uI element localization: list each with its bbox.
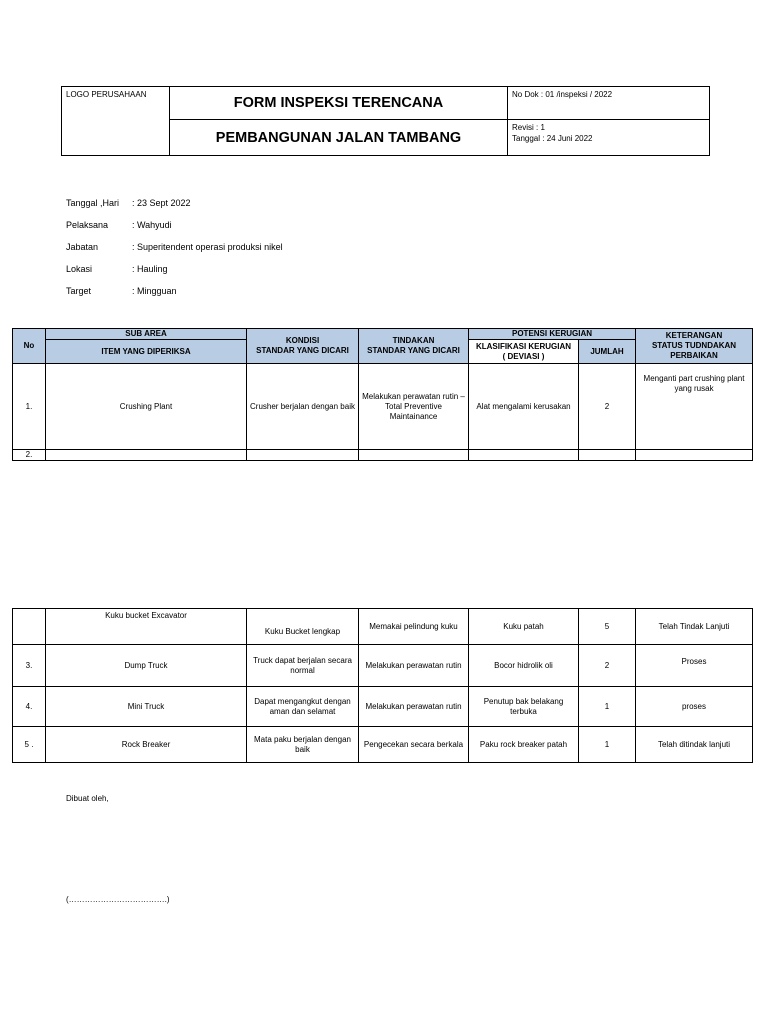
cell-jumlah: 1	[579, 727, 636, 763]
revision-info	[508, 120, 710, 156]
klasifikasi-sublabel: ( DEVIASI )	[502, 351, 545, 361]
info-value: : Hauling	[132, 264, 168, 274]
info-row-date	[66, 198, 283, 220]
logo-placeholder: LOGO PERUSAHAAN	[62, 87, 170, 156]
col-header-jumlah: JUMLAH	[579, 340, 636, 364]
col-header-klasifikasi	[469, 340, 579, 364]
info-row-executor	[66, 220, 283, 242]
table-row	[13, 609, 753, 645]
inspection-info	[66, 198, 283, 308]
cell-no: 4.	[13, 687, 46, 727]
cell-no: 3.	[13, 645, 46, 687]
document-number: No Dok : 01 /inspeksi / 2022	[508, 87, 710, 120]
cell-tindakan: Memakai pelindung kuku	[359, 609, 469, 645]
keterangan-sublabel: STATUS TUDNDAKAN PERBAIKAN	[651, 341, 737, 360]
cell-no: 5 .	[13, 727, 46, 763]
cell-item: Mini Truck	[46, 687, 247, 727]
tindakan-sublabel: STANDAR YANG DICARI	[367, 346, 460, 355]
cell-tindakan: Melakukan perawatan rutin	[359, 645, 469, 687]
info-row-location	[66, 264, 283, 286]
info-label: Pelaksana	[66, 220, 109, 230]
info-value: : Mingguan	[132, 286, 177, 296]
cell-klasifikasi: Kuku patah	[469, 609, 579, 645]
cell-keterangan: Telah ditindak lanjuti	[636, 727, 753, 763]
cell-item: Dump Truck	[46, 645, 247, 687]
cell-item: Crushing Plant	[46, 364, 247, 450]
table-row	[13, 364, 753, 450]
cell-keterangan	[636, 450, 753, 461]
cell-kondisi	[247, 450, 359, 461]
cell-keterangan: proses	[636, 687, 753, 727]
form-title: FORM INSPEKSI TERENCANA	[170, 87, 508, 120]
cell-item: Kuku bucket Excavator	[46, 609, 247, 645]
cell-tindakan: Melakukan perawatan rutin – Total Preventive Maintainance	[359, 364, 469, 450]
info-row-target	[66, 286, 283, 308]
col-header-kondisi	[247, 329, 359, 364]
form-subtitle: PEMBANGUNAN JALAN TAMBANG	[170, 120, 508, 156]
cell-jumlah: 1	[579, 687, 636, 727]
cell-item	[46, 450, 247, 461]
col-header-keterangan	[636, 329, 753, 364]
cell-kondisi: Crusher berjalan dengan baik	[247, 364, 359, 450]
cell-no: 1.	[13, 364, 46, 450]
cell-tindakan: Pengecekan secara berkala	[359, 727, 469, 763]
keterangan-label: KETERANGAN	[665, 331, 723, 340]
revision-number: Revisi : 1	[512, 123, 545, 132]
table-row	[13, 727, 753, 763]
cell-jumlah	[579, 450, 636, 461]
info-value: : 23 Sept 2022	[132, 198, 191, 208]
cell-keterangan: Menganti part crushing plant yang rusak	[636, 364, 753, 450]
cell-kondisi: Truck dapat berjalan secara normal	[247, 645, 359, 687]
cell-jumlah: 2	[579, 364, 636, 450]
cell-keterangan: Proses	[636, 645, 753, 687]
info-value: : Wahyudi	[132, 220, 172, 230]
cell-jumlah: 5	[579, 609, 636, 645]
info-value: : Superitendent operasi produksi nikel	[132, 242, 283, 252]
col-header-potensi: POTENSI KERUGIAN	[469, 329, 636, 340]
cell-klasifikasi: Bocor hidrolik oli	[469, 645, 579, 687]
cell-jumlah: 2	[579, 645, 636, 687]
cell-klasifikasi: Paku rock breaker patah	[469, 727, 579, 763]
signature-line: (……………………………….)	[66, 895, 170, 904]
col-header-sub-area: SUB AREA	[46, 329, 247, 340]
inspection-table	[12, 328, 753, 461]
cell-kondisi: Kuku Bucket lengkap	[247, 609, 359, 645]
revision-date: Tanggal : 24 Juni 2022	[512, 134, 593, 143]
info-label: Target	[66, 286, 92, 296]
prepared-by-label: Dibuat oleh,	[66, 794, 109, 803]
cell-kondisi: Mata paku berjalan dengan baik	[247, 727, 359, 763]
cell-tindakan	[359, 450, 469, 461]
form-header	[61, 86, 710, 156]
cell-tindakan: Melakukan perawatan rutin	[359, 687, 469, 727]
col-header-item: ITEM YANG DIPERIKSA	[46, 340, 247, 364]
inspection-table-continued	[12, 608, 753, 763]
tindakan-label: TINDAKAN	[392, 336, 435, 345]
cell-klasifikasi: Alat mengalami kerusakan	[469, 364, 579, 450]
kondisi-sublabel: STANDAR YANG DICARI	[256, 346, 349, 355]
info-label: Lokasi	[66, 264, 93, 274]
info-label: Tanggal ,Hari	[66, 198, 120, 208]
col-header-tindakan	[359, 329, 469, 364]
info-label: Jabatan	[66, 242, 99, 252]
table-row	[13, 645, 753, 687]
cell-no	[13, 609, 46, 645]
kondisi-label: KONDISI	[285, 336, 320, 345]
table-row	[13, 450, 753, 461]
cell-klasifikasi	[469, 450, 579, 461]
cell-klasifikasi: Penutup bak belakang terbuka	[469, 687, 579, 727]
cell-kondisi: Dapat mengangkut dengan aman dan selamat	[247, 687, 359, 727]
cell-no: 2.	[13, 450, 46, 461]
info-row-position	[66, 242, 283, 264]
cell-item: Rock Breaker	[46, 727, 247, 763]
table-row	[13, 687, 753, 727]
col-header-no: No	[13, 329, 46, 364]
klasifikasi-label: KLASIFIKASI KERUGIAN	[475, 341, 572, 351]
cell-keterangan: Telah Tindak Lanjuti	[636, 609, 753, 645]
